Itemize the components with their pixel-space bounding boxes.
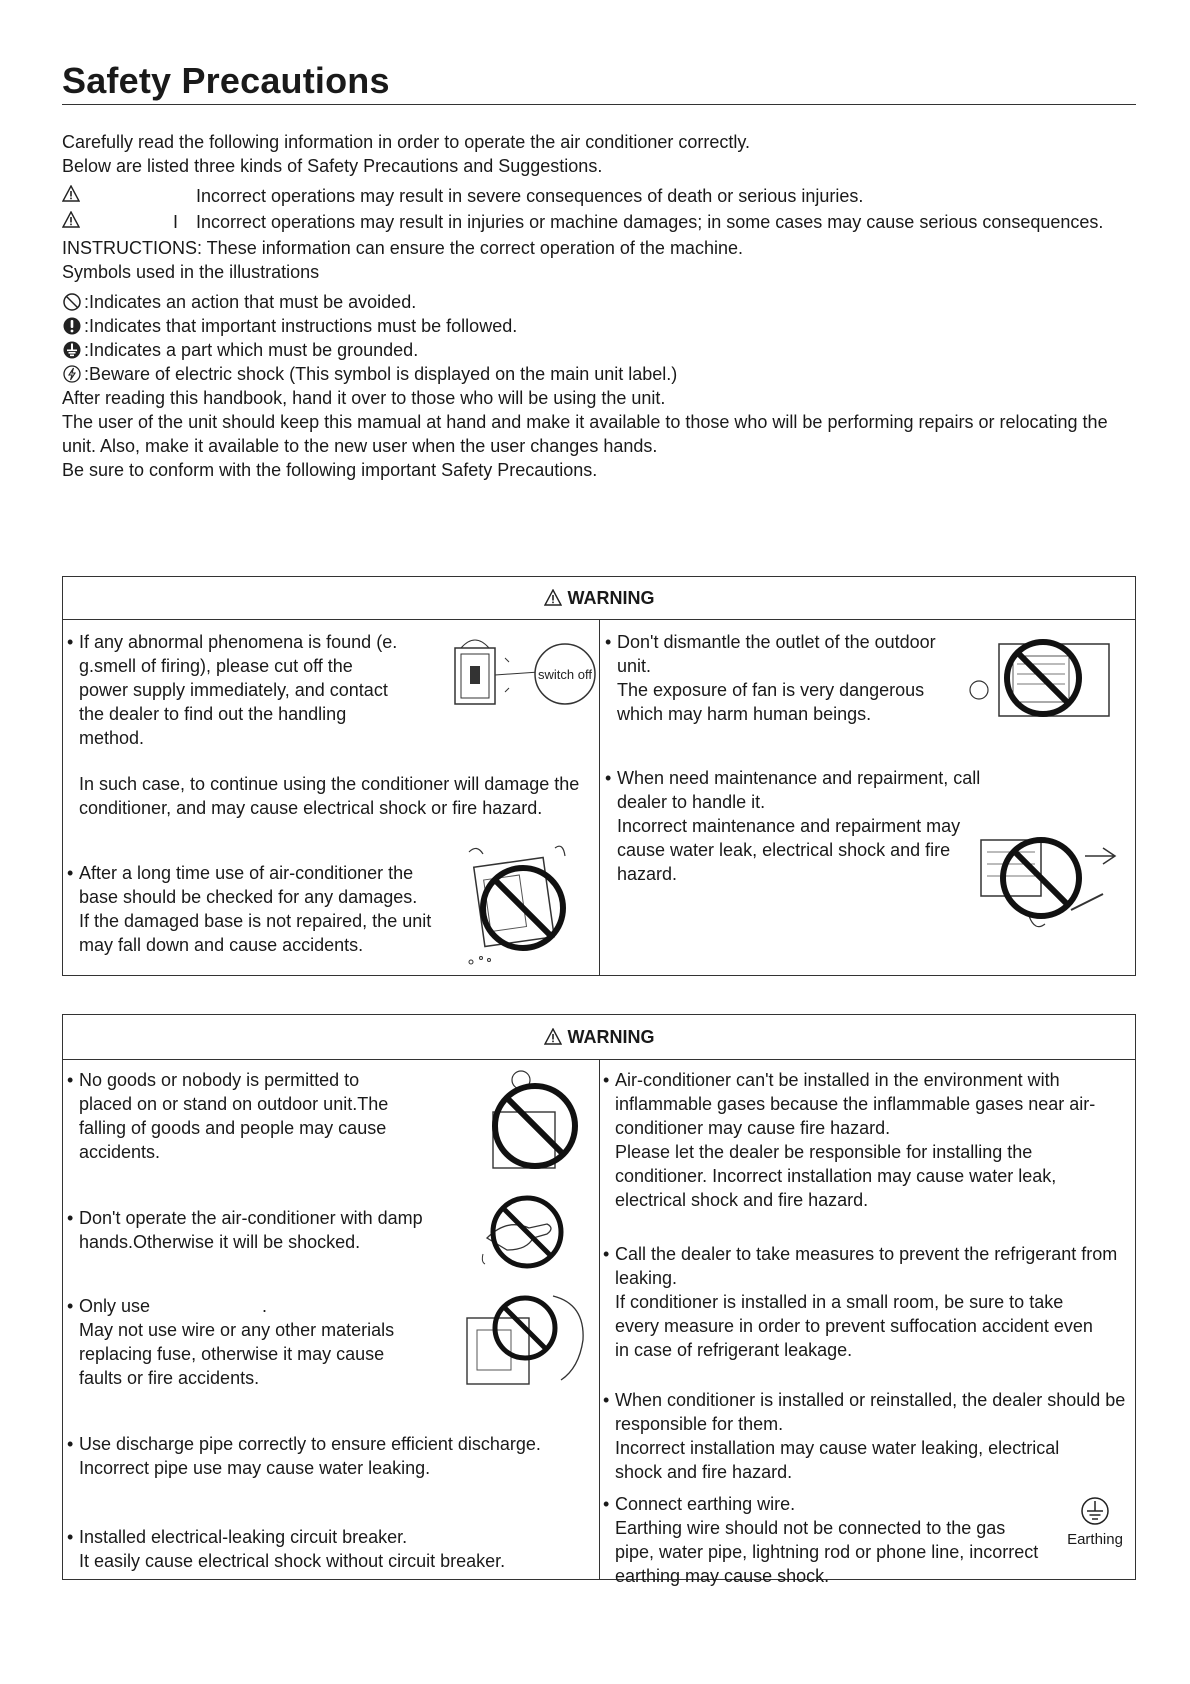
electric-shock-icon — [62, 364, 82, 384]
item-text-fragment: . — [262, 1296, 268, 1316]
item-text: If conditioner is installed in a small room, be sure to take every measure in order to prevent suffocation accident even in case of refrigerant leakage. — [615, 1292, 1093, 1360]
warning-triangle-icon — [544, 589, 562, 607]
column-divider — [599, 1060, 600, 1580]
bullet-icon: • — [605, 768, 612, 788]
caution-triangle-icon — [62, 211, 80, 229]
warning-header-label: WARNING — [567, 587, 655, 608]
title-rule — [62, 104, 1136, 105]
bullet-icon: • — [67, 1208, 74, 1228]
warning-level-text: Incorrect operations may result in severe consequences of death or serious injuries. — [196, 186, 864, 206]
item-text: If the damaged base is not repaired, the unit may fall down and cause accidents. — [79, 911, 432, 955]
warning-box-body — [63, 620, 1135, 976]
intro-line: Carefully read the following information in order to operate the air conditioner correctly. — [62, 132, 751, 152]
item-text: Don't operate the air-conditioner with damp hands.Otherwise it will be shocked. — [79, 1208, 423, 1252]
warning-box-header — [63, 1015, 1135, 1060]
bullet-icon: • — [603, 1244, 610, 1264]
symbols-heading: Symbols used in the illustrations — [62, 262, 320, 282]
list-item — [67, 1068, 409, 1164]
item-text: No goods or nobody is permitted to placed on or stand on outdoor unit.The falling of goods and people may cause accidents. — [79, 1070, 389, 1162]
symbol-desc: :Indicates that important instructions must be followed. — [84, 316, 518, 336]
fuse-replacement-illustration — [457, 1288, 595, 1392]
item-text: Don't dismantle the outlet of the outdoor unit. — [617, 632, 936, 676]
symbol-desc: :Beware of electric shock (This symbol is displayed on the main unit label.) — [84, 364, 678, 384]
list-item — [67, 1525, 599, 1573]
item-text: Air-conditioner can't be installed in the environment with inflammable gases because the inflammable gases near air-conditioner may cause fire hazard. — [615, 1070, 1096, 1138]
item-text: Connect earthing wire. — [615, 1494, 796, 1514]
item-text: Please let the dealer be responsible for installing the conditioner. Incorrect installation may cause water leak, electrical shock and fire hazard. — [615, 1142, 1057, 1210]
list-item — [79, 772, 599, 820]
list-item — [603, 1388, 1130, 1484]
caution-mark: I — [173, 212, 179, 232]
bullet-icon: • — [603, 1494, 610, 1514]
intro-section — [62, 130, 1136, 482]
list-item — [67, 630, 399, 750]
item-text: When conditioner is installed or reinstalled, the dealer should be responsible for them. — [615, 1390, 1126, 1434]
item-text — [79, 1294, 419, 1318]
damp-hands-illustration — [467, 1188, 587, 1274]
warning-triangle-icon — [544, 1028, 562, 1046]
symbol-row-important — [62, 314, 1136, 338]
switch-off-label: switch off — [538, 667, 592, 682]
list-item — [67, 1206, 459, 1254]
item-text: Use discharge pipe correctly to ensure efficient discharge. — [79, 1434, 541, 1454]
list-item — [603, 1492, 1055, 1588]
bullet-icon: • — [67, 1070, 74, 1090]
falling-unit-illustration — [457, 842, 581, 972]
symbol-desc: :Indicates a part which must be grounded. — [84, 340, 419, 360]
item-text: Incorrect installation may cause water leaking, electrical shock and fire hazard. — [615, 1438, 1060, 1482]
item-text: After a long time use of air-conditioner the base should be checked for any damages. — [79, 863, 418, 907]
item-text: Call the dealer to take measures to prevent the refrigerant from leaking. — [615, 1244, 1118, 1288]
symbol-row-avoid — [62, 290, 1136, 314]
bullet-icon: • — [67, 863, 74, 883]
warning-header-label: WARNING — [567, 1026, 655, 1047]
item-text: The exposure of fan is very dangerous which may harm human beings. — [617, 680, 925, 724]
item-text: Incorrect pipe use may cause water leaking. — [79, 1458, 431, 1478]
item-text: Incorrect maintenance and repairment may cause water leak, electrical shock and fire hazard. — [617, 816, 961, 884]
list-item — [603, 1068, 1120, 1212]
symbol-desc: :Indicates an action that must be avoided. — [84, 292, 417, 312]
exclamation-circle-icon — [62, 316, 82, 336]
list-item — [67, 861, 439, 957]
after-line: The user of the unit should keep this mamual at hand and make it available to those who will be performing repairs or relocating the unit. Also, make it available to the new user when the user changes hands. — [62, 412, 1108, 456]
item-text: It easily cause electrical shock without circuit breaker. — [79, 1551, 506, 1571]
earthing-label: Earthing — [1067, 1531, 1123, 1548]
warning-box-2 — [62, 1014, 1136, 1586]
bullet-icon: • — [605, 632, 612, 652]
item-text: When need maintenance and repairment, call dealer to handle it. — [617, 768, 981, 812]
caution-level-row — [62, 210, 1136, 236]
earthing-icon — [1080, 1496, 1110, 1526]
item-text: May not use wire or any other materials replacing fuse, otherwise it may cause faults or fire accidents. — [79, 1320, 395, 1388]
intro-line: Below are listed three kinds of Safety Precautions and Suggestions. — [62, 156, 603, 176]
caution-level-text: Incorrect operations may result in injuries or machine damages; in some cases may cause serious consequences. — [196, 212, 1104, 232]
repair-illustration — [975, 820, 1125, 940]
bullet-icon: • — [67, 632, 74, 652]
page-title: Safety Precautions — [62, 60, 390, 101]
item-text: In such case, to continue using the conditioner will damage the conditioner, and may cause electrical shock or fire hazard. — [79, 774, 580, 818]
instructions-line: INSTRUCTIONS: These information can ensure the correct operation of the machine. — [62, 238, 743, 258]
warning-triangle-icon — [62, 185, 80, 203]
item-text-fragment: Only use — [79, 1296, 151, 1316]
warning-box-header — [63, 577, 1135, 620]
prohibited-icon — [62, 292, 82, 312]
bullet-icon: • — [67, 1296, 74, 1316]
switch-off-illustration — [447, 630, 597, 720]
item-text: Earthing wire should not be connected to the gas pipe, water pipe, lightning rod or phone line, incorrect earthing may cause shock. — [615, 1518, 1039, 1586]
list-item — [605, 766, 997, 886]
earthing-symbol — [1057, 1496, 1133, 1549]
ground-circle-icon — [62, 340, 82, 360]
bullet-icon: • — [603, 1070, 610, 1090]
symbol-row-ground — [62, 338, 1136, 362]
bullet-icon: • — [603, 1390, 610, 1410]
standing-on-unit-illustration — [467, 1068, 587, 1178]
list-item — [603, 1242, 1130, 1362]
bullet-icon: • — [67, 1527, 74, 1547]
warning-level-row — [62, 184, 1136, 210]
after-line: After reading this handbook, hand it over to those who will be using the unit. — [62, 388, 666, 408]
item-text: Installed electrical-leaking circuit breaker. — [79, 1527, 408, 1547]
list-item — [605, 630, 962, 726]
item-text: If any abnormal phenomena is found (e. g.smell of firing), please cut off the power supply immediately, and contact the dealer to find out the handling method. — [79, 632, 398, 748]
list-item — [67, 1294, 419, 1390]
after-line: Be sure to conform with the following important Safety Precautions. — [62, 460, 598, 480]
symbol-row-shock — [62, 362, 1136, 386]
bullet-icon: • — [67, 1434, 74, 1454]
warning-box-body — [63, 1060, 1135, 1586]
column-divider — [599, 620, 600, 976]
warning-box-1 — [62, 576, 1136, 976]
fan-outlet-illustration — [969, 630, 1129, 730]
list-item — [67, 1432, 599, 1480]
